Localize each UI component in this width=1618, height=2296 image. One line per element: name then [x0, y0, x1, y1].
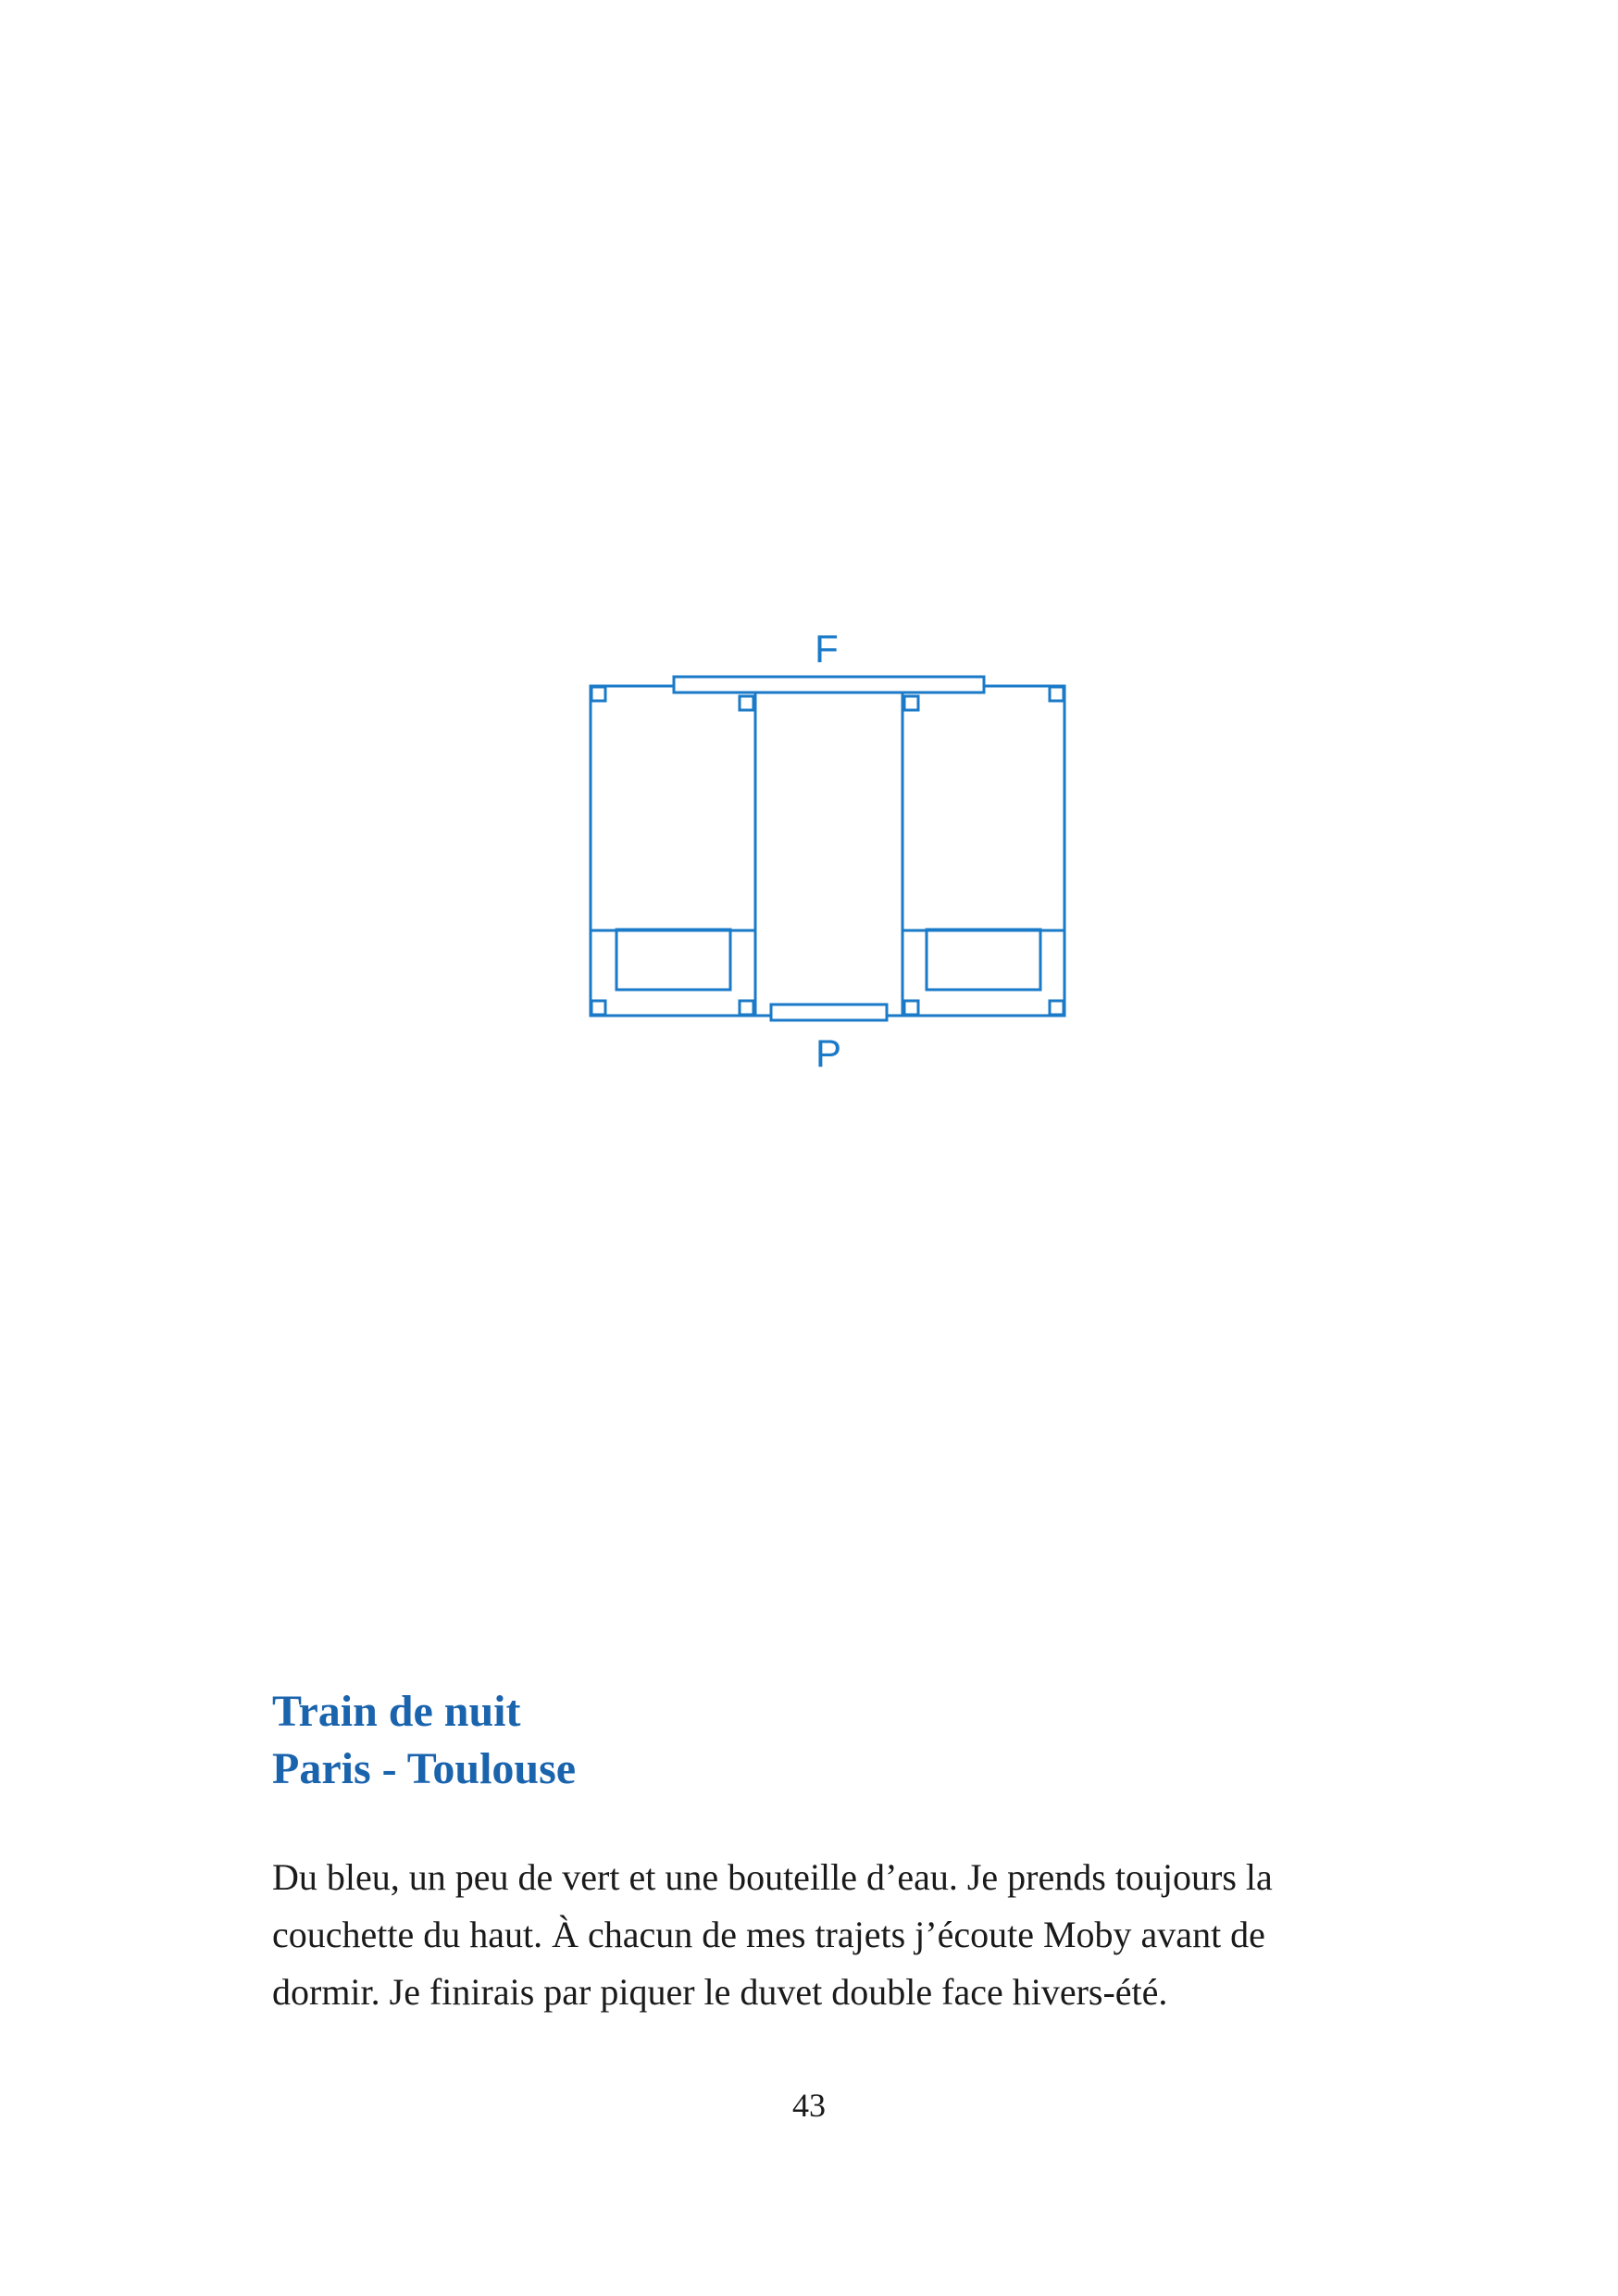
corner-post	[591, 1001, 605, 1015]
corner-post	[904, 1001, 918, 1015]
left-bench-box	[616, 930, 730, 990]
right-bench-box	[927, 930, 1040, 990]
heading-route: Paris - Toulouse	[272, 1744, 577, 1793]
paragraph-line: dormir. Je finirais par piquer le duvet double face hivers-été.	[272, 1971, 1168, 2013]
section-heading	[272, 1683, 576, 1798]
page-number: 43	[792, 2087, 826, 2124]
body-paragraph	[272, 1849, 1401, 2021]
compartment-outline	[591, 686, 1064, 1016]
window-bar	[674, 677, 984, 693]
paragraph-line: couchette du haut. À chacun de mes trajets j’écoute Moby avant de	[272, 1914, 1265, 1955]
corner-post	[1050, 687, 1064, 701]
corner-post	[591, 687, 605, 701]
heading-title: Train de nuit	[272, 1687, 521, 1736]
window-label-f: F	[815, 627, 839, 670]
paragraph-line: Du bleu, un peu de vert et une bouteille d’eau. Je prends toujours la	[272, 1856, 1273, 1898]
door-bar	[771, 1004, 887, 1020]
corner-post	[1050, 1001, 1064, 1015]
door-label-p: P	[815, 1031, 842, 1075]
corner-post	[740, 1001, 753, 1015]
corner-post	[904, 696, 918, 710]
corner-post	[740, 696, 753, 710]
compartment-floor-plan	[574, 611, 1074, 1092]
